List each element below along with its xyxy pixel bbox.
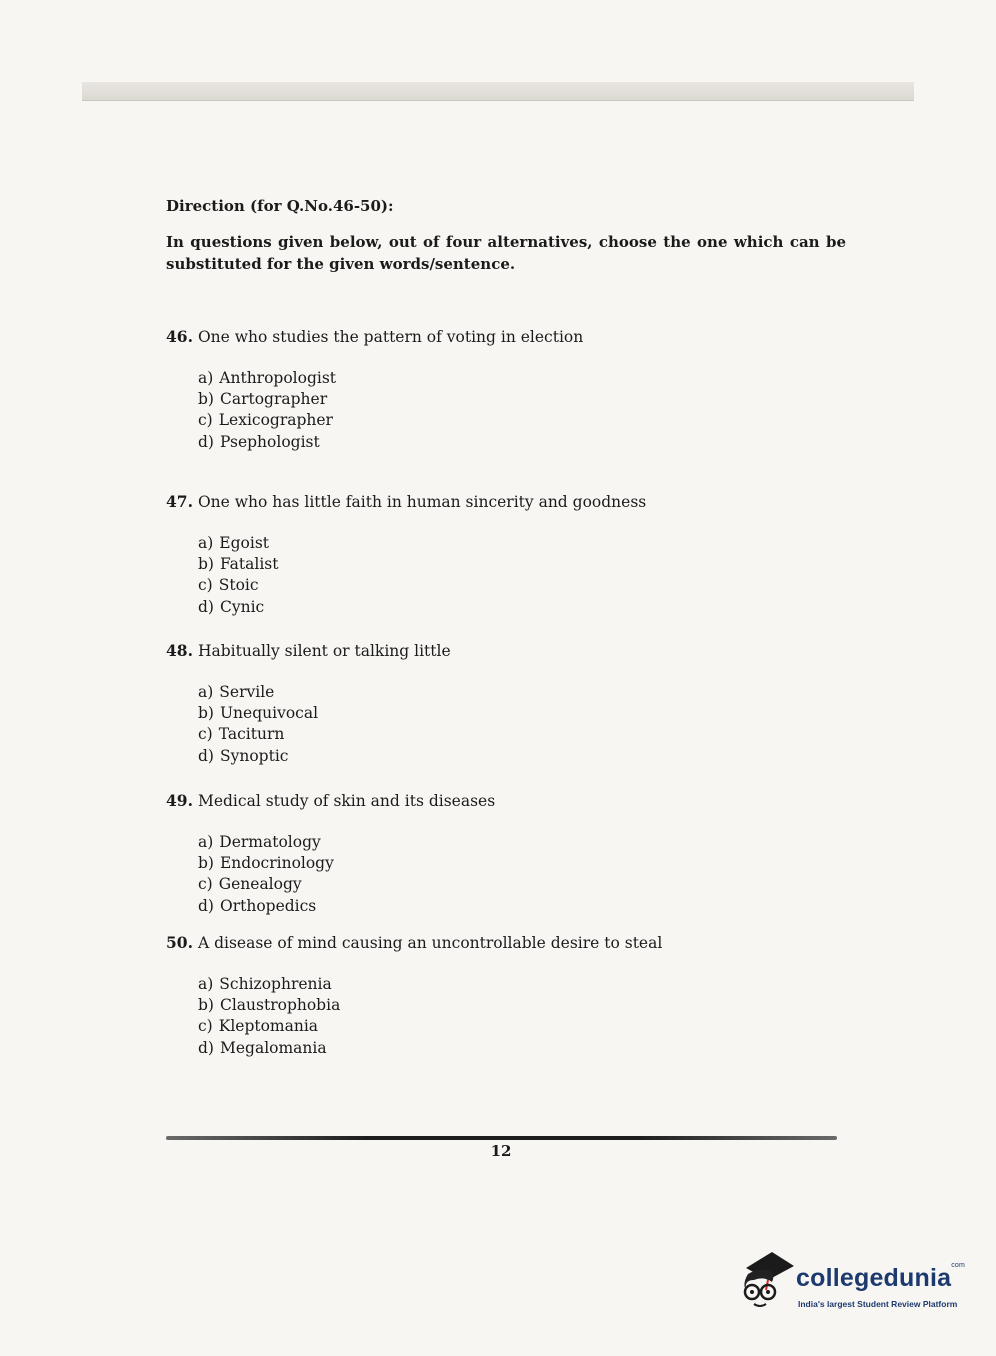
options-list	[198, 832, 726, 917]
option-text: Stoic	[218, 576, 259, 595]
option-d	[198, 432, 726, 453]
logo-name	[796, 1264, 965, 1293]
option-text: Egoist	[219, 534, 270, 552]
direction-instructions: In questions given below, out of four alternatives, choose the one which can be substituted for the given words/sentence.	[166, 233, 846, 273]
question-number: 50.	[166, 933, 193, 952]
option-letter: a)	[198, 369, 214, 387]
option-letter: d)	[198, 432, 214, 451]
option-letter: b)	[198, 390, 214, 409]
option-letter: d)	[198, 896, 214, 915]
question-number: 49.	[166, 791, 193, 810]
option-text: Fatalist	[219, 555, 279, 574]
option-text: Cartographer	[219, 390, 328, 409]
option-b	[198, 554, 726, 575]
option-text: Dermatology	[219, 833, 321, 851]
option-letter: c)	[198, 875, 213, 894]
page-number: 12	[490, 1142, 512, 1160]
option-letter: b)	[198, 555, 214, 574]
options-list	[198, 368, 726, 453]
option-letter: d)	[198, 1038, 214, 1057]
option-letter: c)	[198, 411, 213, 430]
question-46	[166, 327, 726, 453]
question-48	[166, 641, 726, 767]
question-number: 47.	[166, 492, 193, 511]
option-a	[198, 368, 726, 389]
option-letter: b)	[198, 704, 214, 723]
option-letter: a)	[198, 833, 214, 851]
option-letter: c)	[198, 1017, 213, 1036]
option-text: Schizophrenia	[219, 975, 332, 993]
option-text: Servile	[219, 683, 275, 701]
question-stem	[166, 791, 726, 811]
question-text: One who has little faith in human sincerity and goodness	[197, 493, 647, 511]
option-text: Lexicographer	[218, 411, 333, 430]
option-letter: b)	[198, 996, 214, 1015]
question-number: 46.	[166, 327, 193, 346]
collegedunia-logo	[738, 1250, 964, 1320]
logo-superscript: com	[951, 1262, 966, 1269]
option-c	[198, 874, 726, 895]
option-letter: b)	[198, 854, 214, 873]
option-b	[198, 853, 726, 874]
option-a	[198, 974, 726, 995]
question-47	[166, 492, 726, 618]
option-a	[198, 682, 726, 703]
option-letter: a)	[198, 534, 214, 552]
option-text: Endocrinology	[219, 854, 334, 873]
option-letter: a)	[198, 975, 214, 993]
footer-rule	[166, 1136, 837, 1140]
option-c	[198, 1016, 726, 1037]
question-stem	[166, 933, 726, 953]
option-text: Kleptomania	[218, 1017, 319, 1036]
option-text: Psephologist	[219, 432, 320, 451]
option-b	[198, 995, 726, 1016]
logo-wordmark: collegedunia	[796, 1264, 952, 1292]
option-letter: d)	[198, 597, 214, 616]
options-list	[198, 682, 726, 767]
option-text: Synoptic	[219, 746, 289, 765]
options-list	[198, 974, 726, 1059]
question-stem	[166, 641, 726, 661]
option-text: Megalomania	[219, 1038, 327, 1057]
option-b	[198, 703, 726, 724]
mascot-icon	[738, 1250, 794, 1310]
option-letter: c)	[198, 576, 213, 595]
option-letter: d)	[198, 746, 214, 765]
option-text: Unequivocal	[219, 704, 319, 723]
logo-tagline: India's largest Student Review Platform	[798, 1299, 958, 1309]
direction-title: Direction (for Q.No.46-50):	[166, 197, 394, 215]
option-text: Genealogy	[218, 875, 302, 894]
question-49	[166, 791, 726, 917]
option-text: Taciturn	[218, 725, 285, 744]
option-text: Orthopedics	[219, 896, 317, 915]
option-text: Cynic	[219, 597, 265, 616]
option-a	[198, 832, 726, 853]
question-stem	[166, 327, 726, 347]
option-d	[198, 896, 726, 917]
question-text: One who studies the pattern of voting in election	[197, 328, 584, 346]
question-text: Medical study of skin and its diseases	[197, 792, 496, 810]
question-text: A disease of mind causing an uncontrollable desire to steal	[197, 934, 663, 952]
option-d	[198, 1038, 726, 1059]
option-c	[198, 575, 726, 596]
option-b	[198, 389, 726, 410]
option-c	[198, 410, 726, 431]
option-letter: a)	[198, 683, 214, 701]
option-c	[198, 724, 726, 745]
question-text: Habitually silent or talking little	[197, 642, 451, 660]
option-text: Claustrophobia	[219, 996, 341, 1015]
options-list	[198, 533, 726, 618]
option-letter: c)	[198, 725, 213, 744]
option-d	[198, 746, 726, 767]
question-50	[166, 933, 726, 1059]
scan-header-strip	[82, 82, 914, 101]
option-d	[198, 597, 726, 618]
option-text: Anthropologist	[219, 369, 337, 387]
question-number: 48.	[166, 641, 193, 660]
option-a	[198, 533, 726, 554]
question-stem	[166, 492, 726, 512]
